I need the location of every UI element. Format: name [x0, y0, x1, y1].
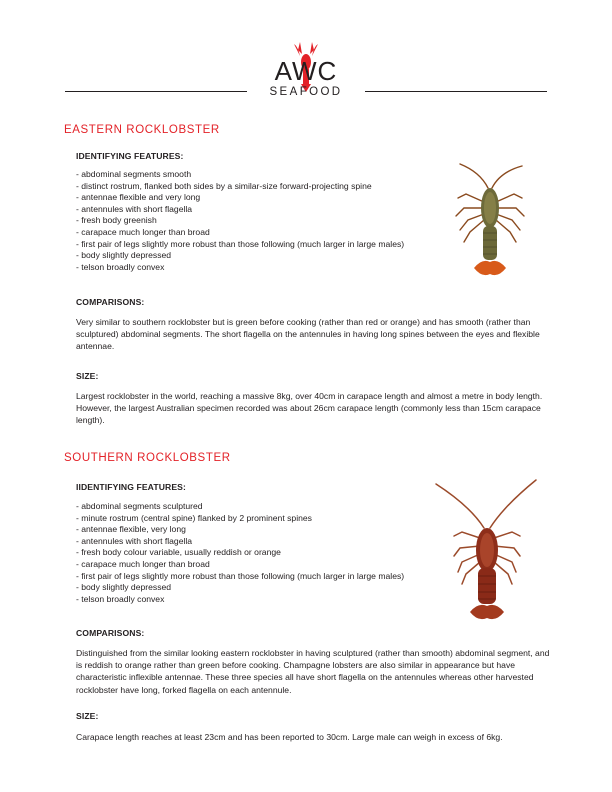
- comparisons-text-eastern: Very similar to southern rocklobster but is green before cooking (rather than red or orange) and has smooth (rather than sculptured) abdominal segments. The short flagella on the antennules in having long spines between the eyes and flexible antennae.: [76, 317, 540, 352]
- list-item: - antennules with short flagella: [76, 535, 193, 546]
- header-rule-right: [365, 91, 547, 92]
- list-item: - carapace much longer than broad: [76, 558, 210, 569]
- logo-sub-text: SEAFOOD: [269, 86, 343, 98]
- list-item: - abdominal segments smooth: [76, 169, 192, 179]
- list-item: - abdominal segments sculptured: [76, 501, 203, 511]
- eastern-rocklobster-image: [450, 158, 530, 284]
- size-heading-southern: SIZE:: [76, 711, 99, 721]
- section-title-eastern: EASTERN ROCKLOBSTER: [64, 124, 220, 136]
- comparisons-heading-southern: COMPARISONS:: [76, 628, 145, 638]
- list-item: - fresh body colour variable, usually reddish or orange: [76, 547, 281, 558]
- list-item: - body slightly depressed: [76, 582, 172, 593]
- list-item: - carapace much longer than broad: [76, 226, 210, 237]
- list-item: - telson broadly convex: [76, 261, 165, 272]
- awc-seafood-logo: [250, 40, 362, 102]
- feature-list-eastern: [76, 169, 404, 273]
- list-item: - antennae flexible, very long: [76, 524, 186, 535]
- list-item: - minute rostrum (central spine) flanked by 2 prominent spines: [76, 512, 312, 523]
- page-header: [0, 0, 612, 110]
- comparisons-text-southern: Distinguished from the similar looking eastern rocklobster in having sculptured (rather than smooth) abdominal segment, and is reddish to orange rather than green before cooking. Champagne lobsters are also similar in appearance but have characteristic inflexible antennae. These three species all have short flagella on the antennules whereas other harvested rocklobster have long, forked flagella on each antennule.: [76, 648, 550, 695]
- list-item: - body slightly depressed: [76, 250, 172, 261]
- list-item: - telson broadly convex: [76, 593, 165, 604]
- southern-rocklobster-image: [432, 476, 542, 624]
- feature-list-southern: [76, 501, 404, 605]
- size-text-eastern: Largest rocklobster in the world, reaching a massive 8kg, over 40cm in carapace length and almost a metre in body length. However, the largest Australian specimen recorded was about 26cm carapace length (commonly less than 15cm carapace length).: [76, 391, 543, 426]
- list-item: - first pair of legs slightly more robust than those following (much larger in large males): [76, 570, 405, 581]
- section-title-southern: SOUTHERN ROCKLOBSTER: [64, 452, 231, 464]
- list-item: - fresh body greenish: [76, 215, 157, 226]
- size-heading-eastern: SIZE:: [76, 371, 99, 381]
- list-item: - antennae flexible and very long: [76, 192, 201, 203]
- header-rule-left: [65, 91, 247, 92]
- features-heading-southern: IIDENTIFYING FEATURES:: [76, 482, 186, 492]
- comparisons-heading-eastern: COMPARISONS:: [76, 297, 145, 307]
- size-text-southern: Carapace length reaches at least 23cm and has been reported to 30cm. Large male can weigh in excess of 6kg.: [76, 732, 503, 742]
- list-item: - distinct rostrum, flanked both sides by a similar-size forward-projecting spine: [76, 180, 372, 191]
- features-heading-eastern: IDENTIFYING FEATURES:: [76, 151, 184, 161]
- list-item: - first pair of legs slightly more robust than those following (much larger in large males): [76, 238, 405, 249]
- list-item: - antennules with short flagella: [76, 203, 193, 214]
- logo-brand-text: AWC: [274, 56, 338, 86]
